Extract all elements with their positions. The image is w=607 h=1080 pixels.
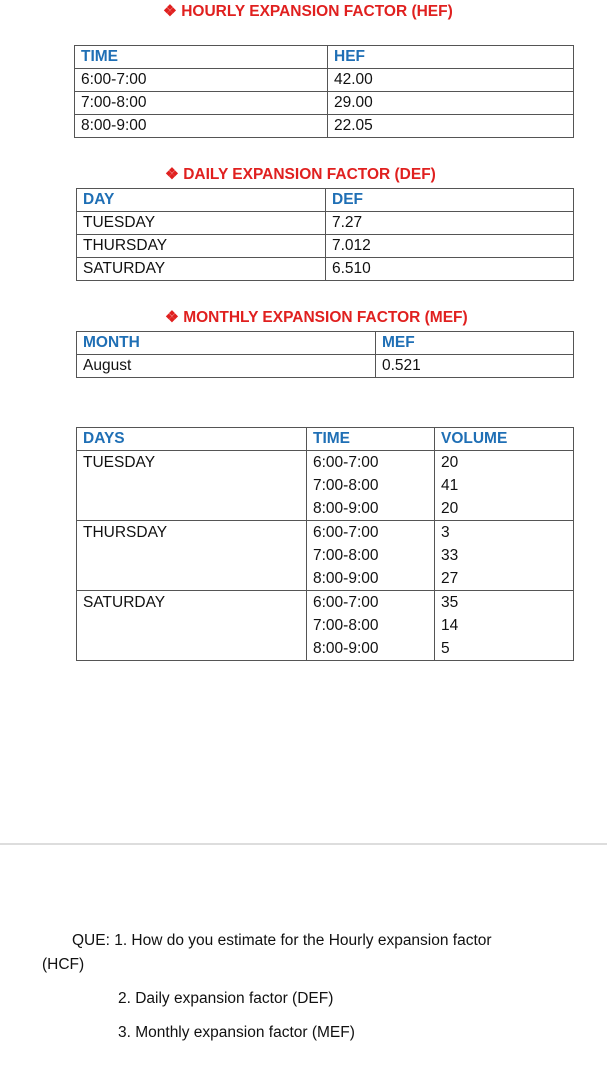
day-cell: TUESDAY [77,451,307,521]
page-divider [0,843,607,845]
cell: 7.012 [326,235,574,258]
table-header-row [77,428,574,451]
question-1: QUE: 1. How do you estimate for the Hourly expansion factor [72,932,492,949]
cell: 7.27 [326,212,574,235]
volume: 35 [441,594,459,611]
volume-cell [435,591,574,661]
table-row [77,235,574,258]
cell: 7:00-8:00 [75,92,328,115]
cell: 29.00 [328,92,574,115]
def-table [76,188,574,281]
cell: 0.521 [376,355,574,378]
table-row [77,521,574,591]
table-row [75,115,574,138]
mef-table [76,331,574,378]
volume-table [76,427,574,661]
table-row [77,258,574,281]
volume: 20 [441,454,459,471]
table-row [77,355,574,378]
volume: 5 [441,640,450,657]
volume: 33 [441,547,459,564]
volume: 41 [441,477,459,494]
cell: THURSDAY [77,235,326,258]
table-row [75,92,574,115]
time: 7:00-8:00 [313,617,379,634]
time: 7:00-8:00 [313,477,379,494]
time-cell [307,591,435,661]
volume-cell [435,521,574,591]
table-row [77,212,574,235]
cell: 42.00 [328,69,574,92]
cell: TUESDAY [77,212,326,235]
table-row [75,69,574,92]
cell: 6:00-7:00 [75,69,328,92]
time: 8:00-9:00 [313,500,379,517]
def-title: ❖ DAILY EXPANSION FACTOR (DEF) [165,166,436,183]
question-1-cont: (HCF) [42,956,85,973]
time: 6:00-7:00 [313,594,379,611]
day-cell: THURSDAY [77,521,307,591]
header-cell: VOLUME [435,428,574,451]
header-cell: HEF [328,46,574,69]
cell: 8:00-9:00 [75,115,328,138]
volume: 3 [441,524,450,541]
question-3: 3. Monthly expansion factor (MEF) [118,1024,355,1041]
time: 8:00-9:00 [313,570,379,587]
cell: 22.05 [328,115,574,138]
header-cell: MONTH [77,332,376,355]
header-cell: TIME [307,428,435,451]
table-header-row [77,332,574,355]
volume-cell [435,451,574,521]
day-cell: SATURDAY [77,591,307,661]
header-cell: DAYS [77,428,307,451]
hef-table [74,45,574,138]
question-2: 2. Daily expansion factor (DEF) [118,990,334,1007]
time-cell [307,521,435,591]
table-header-row [75,46,574,69]
cell: SATURDAY [77,258,326,281]
header-cell: DAY [77,189,326,212]
volume: 27 [441,570,459,587]
hef-title: ❖ HOURLY EXPANSION FACTOR (HEF) [163,3,453,20]
table-row [77,591,574,661]
volume: 20 [441,500,459,517]
cell: 6.510 [326,258,574,281]
header-cell: MEF [376,332,574,355]
header-cell: TIME [75,46,328,69]
time: 6:00-7:00 [313,454,379,471]
time-cell [307,451,435,521]
header-cell: DEF [326,189,574,212]
cell: August [77,355,376,378]
mef-title: ❖ MONTHLY EXPANSION FACTOR (MEF) [165,309,468,326]
time: 7:00-8:00 [313,547,379,564]
table-row [77,451,574,521]
time: 6:00-7:00 [313,524,379,541]
table-header-row [77,189,574,212]
volume: 14 [441,617,459,634]
time: 8:00-9:00 [313,640,379,657]
